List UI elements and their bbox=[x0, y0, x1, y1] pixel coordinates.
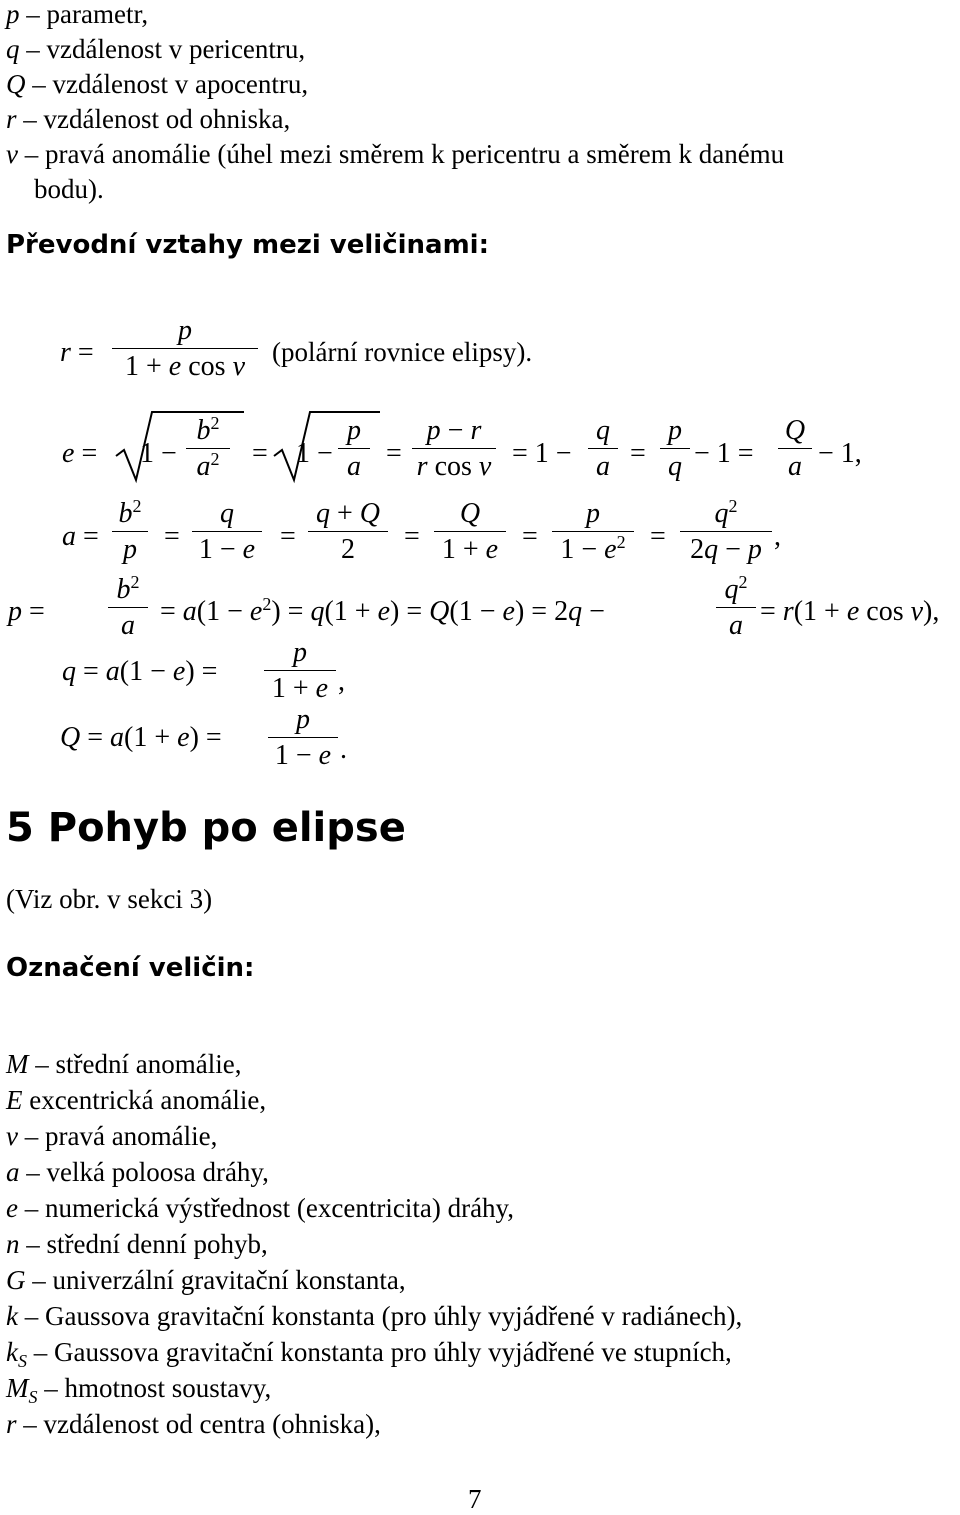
def-subscript: S bbox=[28, 1387, 38, 1407]
equals-sign: = bbox=[650, 521, 666, 552]
equals-sign: = bbox=[404, 521, 420, 552]
formula-Q-lhs: Q = a(1 + e) = bbox=[60, 722, 222, 753]
heading-relations: Převodní vztahy mezi veličinami: bbox=[6, 230, 489, 260]
formula-e-frac2: p a bbox=[338, 414, 370, 485]
def-line-q bbox=[6, 32, 305, 66]
def-symbol: v bbox=[6, 139, 18, 169]
def-subscript: S bbox=[17, 1351, 27, 1371]
formula-e-frac6: Q a bbox=[778, 414, 812, 485]
symbol-def-v bbox=[6, 1119, 217, 1153]
symbol-def-kS bbox=[6, 1335, 732, 1369]
def-text: – vzdálenost od centra (ohniska), bbox=[16, 1409, 381, 1439]
equals-sign: = bbox=[386, 438, 402, 469]
formula-e-term6: − 1, bbox=[818, 438, 862, 469]
formula-e-lhs: e = bbox=[62, 438, 98, 469]
symbol-def-n bbox=[6, 1227, 268, 1261]
equals-sign: = bbox=[280, 521, 296, 552]
def-symbol: a bbox=[6, 1157, 20, 1187]
equals-sign: = bbox=[164, 521, 180, 552]
def-text: – pravá anomálie, bbox=[17, 1121, 218, 1151]
formula-p-frac1: $b^2$ a bbox=[108, 573, 148, 644]
def-text: – Gaussova gravitační konstanta pro úhly vyjádřené ve stupních, bbox=[26, 1337, 732, 1367]
def-symbol: n bbox=[6, 1229, 20, 1259]
formula-e-term1: 1 − bbox=[140, 438, 177, 469]
def-symbol: E bbox=[6, 1085, 23, 1115]
polar-note: (polární rovnice elipsy). bbox=[272, 337, 533, 367]
formula-e-frac1: $b^2$ $a^2$ bbox=[186, 414, 230, 485]
def-symbol: r bbox=[6, 104, 17, 134]
comma: , bbox=[338, 666, 345, 697]
formula-e-frac4: q a bbox=[588, 414, 618, 485]
def-text: – střední denní pohyb, bbox=[19, 1229, 268, 1259]
def-symbol: M bbox=[6, 1373, 29, 1403]
def-text: excentrická anomálie, bbox=[22, 1085, 267, 1115]
symbol-def-M bbox=[6, 1047, 241, 1081]
formula-e-term5: − 1 = bbox=[694, 438, 754, 469]
symbol-def-MS bbox=[6, 1371, 271, 1405]
formula-polar-lhs: r = bbox=[60, 337, 94, 368]
symbol-def-r bbox=[6, 1407, 381, 1441]
symbol-def-k bbox=[6, 1299, 742, 1333]
def-text: – vzdálenost od ohniska, bbox=[16, 104, 291, 134]
formula-p-middle: = $a(1 - e^2) = q(1 + e) = Q(1 - e) = 2q$ − bbox=[160, 594, 605, 627]
equals-sign: = bbox=[252, 438, 268, 469]
def-line-r bbox=[6, 102, 290, 136]
def-symbol: Q bbox=[6, 69, 26, 99]
def-symbol: q bbox=[6, 34, 20, 64]
formula-q-lhs: q = a(1 − e) = bbox=[62, 656, 218, 687]
section-title: 5 Pohyb po elipse bbox=[6, 805, 406, 851]
formula-a-frac6: $q^2$ 2q − p bbox=[680, 497, 772, 568]
formula-e-term2: 1 − bbox=[296, 438, 333, 469]
def-text: – hmotnost soustavy, bbox=[37, 1373, 272, 1403]
formula-e-frac5: p q bbox=[660, 414, 690, 485]
formula-e-frac3: p − r r cos v bbox=[412, 414, 496, 485]
symbol-def-e bbox=[6, 1191, 514, 1225]
def-text: – Gaussova gravitační konstanta (pro úhly vyjádřené v radiánech), bbox=[17, 1301, 743, 1331]
def-line-p bbox=[6, 0, 148, 31]
formula-p-lhs: p = bbox=[8, 596, 45, 627]
def-symbol: M bbox=[6, 1049, 29, 1079]
symbol-def-a bbox=[6, 1155, 269, 1189]
formula-p-frac2: $q^2$ a bbox=[716, 573, 756, 644]
equals-sign: = bbox=[630, 438, 646, 469]
viz-note: (Viz obr. v sekci 3) bbox=[6, 884, 213, 914]
formula-a-lhs: a = bbox=[62, 521, 99, 552]
formula-polar-fraction: p 1 + e cos v bbox=[112, 314, 258, 385]
equals-sign: = bbox=[522, 521, 538, 552]
def-symbol: G bbox=[6, 1265, 26, 1295]
def-symbol: k bbox=[6, 1337, 18, 1367]
comma: , bbox=[774, 521, 781, 552]
def-text: – velká poloosa dráhy, bbox=[19, 1157, 269, 1187]
def-text: – vzdálenost v pericentru, bbox=[19, 34, 306, 64]
def-text: – numerická výstřednost (excentricita) dráhy, bbox=[17, 1193, 515, 1223]
def-symbol: p bbox=[6, 0, 20, 29]
def-text: – parametr, bbox=[19, 0, 149, 29]
def-line-v bbox=[6, 137, 784, 171]
def-text: – pravá anomálie (úhel mezi směrem k pericentru a směrem k danému bbox=[17, 139, 785, 169]
def-text: – střední anomálie, bbox=[28, 1049, 242, 1079]
heading-symbols: Označení veličin: bbox=[6, 953, 255, 983]
def-text: – vzdálenost v apocentru, bbox=[25, 69, 309, 99]
def-symbol: k bbox=[6, 1301, 18, 1331]
period: . bbox=[340, 734, 347, 765]
symbol-def-G bbox=[6, 1263, 406, 1297]
page-number: 7 bbox=[468, 1484, 482, 1514]
def-line-Q bbox=[6, 67, 308, 101]
def-text: – univerzální gravitační konstanta, bbox=[25, 1265, 406, 1295]
symbol-def-E bbox=[6, 1083, 266, 1117]
formula-Q-frac: p 1 − e bbox=[268, 703, 338, 774]
formula-e-term4: = 1 − bbox=[512, 438, 572, 469]
formula-a-frac5: p $1 - e^2$ bbox=[552, 497, 634, 568]
def-symbol: e bbox=[6, 1193, 18, 1223]
def-line-continuation: bodu). bbox=[34, 174, 104, 204]
formula-a-frac1: $b^2$ p bbox=[112, 497, 148, 568]
formula-a-frac3: q + Q 2 bbox=[308, 497, 388, 568]
def-symbol: r bbox=[6, 1409, 17, 1439]
formula-q-frac: p 1 + e bbox=[264, 636, 336, 707]
formula-p-end: = r(1 + e cos v), bbox=[760, 596, 940, 627]
formula-a-frac4: Q 1 + e bbox=[434, 497, 506, 568]
def-symbol: v bbox=[6, 1121, 18, 1151]
formula-a-frac2: q 1 − e bbox=[192, 497, 262, 568]
